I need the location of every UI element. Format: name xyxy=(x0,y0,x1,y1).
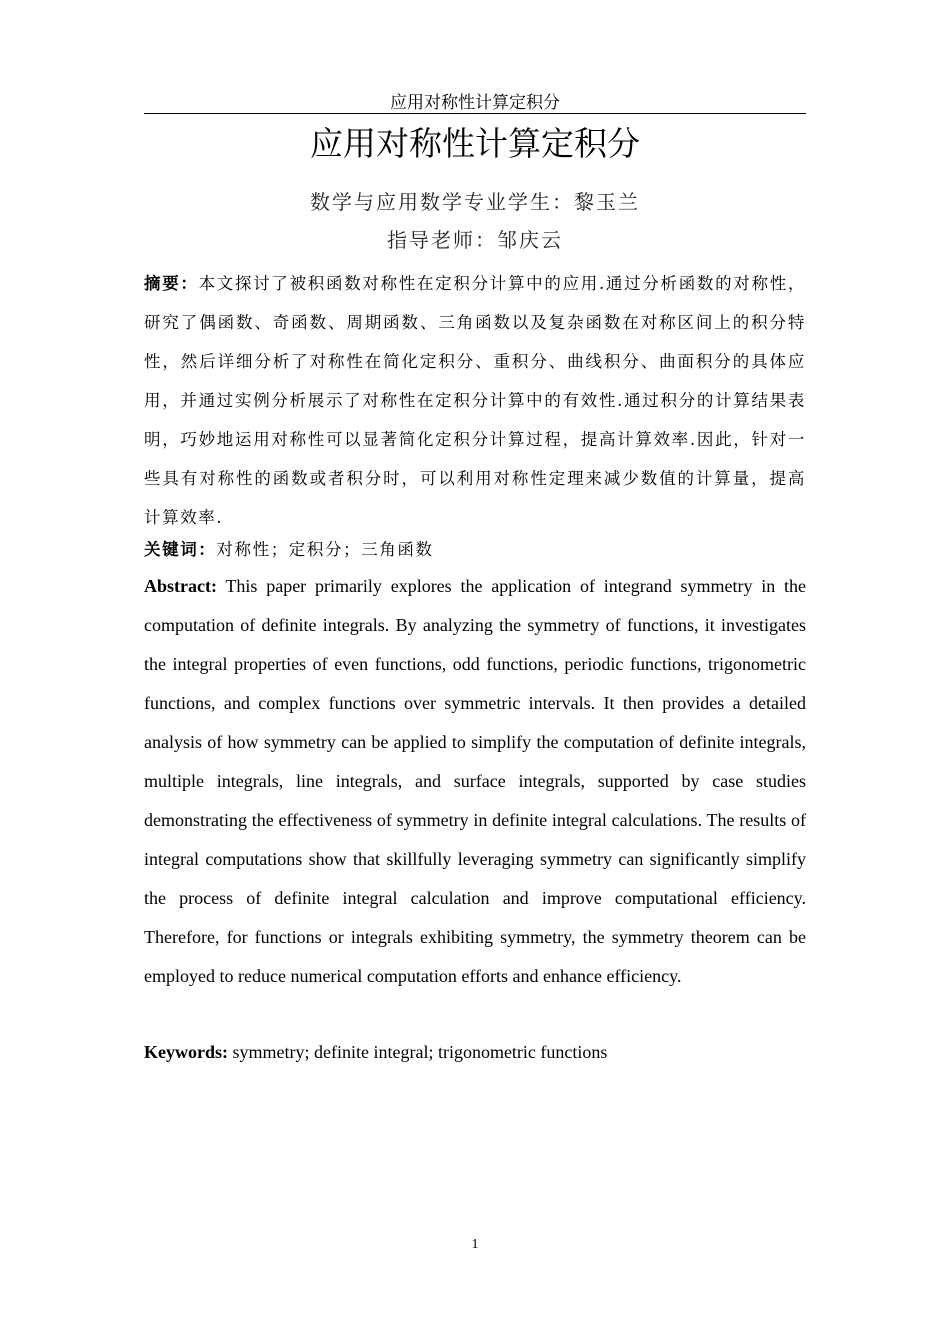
running-header: 应用对称性计算定积分 xyxy=(390,93,560,113)
abstract-en-text: This paper primarily explores the application of integrand symmetry in the computation of definite integrals. By analyzing the symmetry of functions, it investigates the integral properties of even functions, odd functions, periodic functions, trigonometric functions, and complex functions over symmetric intervals. It then provides a detailed analysis of how symmetry can be applied to simplify the computation of definite integrals, multiple integrals, line integrals, and surface integrals, supported by case studies demonstrating the effectiveness of symmetry in definite integral calculations. The results of integral computations show that skillfully leveraging symmetry can significantly simplify the process of definite integral calculation and improve computational efficiency. Therefore, for functions or integrals exhibiting symmetry, the symmetry theorem can be employed to reduce numerical computation efforts and enhance efficiency. xyxy=(144,576,806,986)
page-title: 应用对称性计算定积分 xyxy=(310,124,640,163)
abstract-en xyxy=(144,567,806,996)
keywords-cn xyxy=(144,536,806,564)
keywords-en xyxy=(144,1038,806,1066)
advisor-line: 指导老师：邹庆云 xyxy=(387,228,563,252)
keywords-en-label: Keywords: xyxy=(144,1042,228,1062)
page-number: 1 xyxy=(471,1237,479,1252)
keywords-en-text: symmetry; definite integral; trigonometric functions xyxy=(232,1042,608,1062)
abstract-cn-label: 摘要： xyxy=(144,274,199,293)
keywords-cn-label: 关键词： xyxy=(144,540,217,559)
author-line: 数学与应用数学专业学生：黎玉兰 xyxy=(310,190,640,214)
abstract-en-label: Abstract: xyxy=(144,576,217,596)
keywords-cn-text: 对称性；定积分；三角函数 xyxy=(216,540,434,559)
header-rule xyxy=(144,113,806,114)
abstract-cn-text: 本文探讨了被积函数对称性在定积分计算中的应用.通过分析函数的对称性，研究了偶函数、奇函数、周期函数、三角函数以及复杂函数在对称区间上的积分特性，然后详细分析了对称性在简化定积分、重积分、曲线积分、曲面积分的具体应用，并通过实例分析展示了对称性在定积分计算中的有效性.通过积分的计算结果表明，巧妙地运用对称性可以显著简化定积分计算过程，提高计算效率.因此，针对一些具有对称性的函数或者积分时，可以利用对称性定理来减少数值的计算量，提高计算效率. xyxy=(144,274,806,527)
abstract-cn xyxy=(144,264,806,537)
